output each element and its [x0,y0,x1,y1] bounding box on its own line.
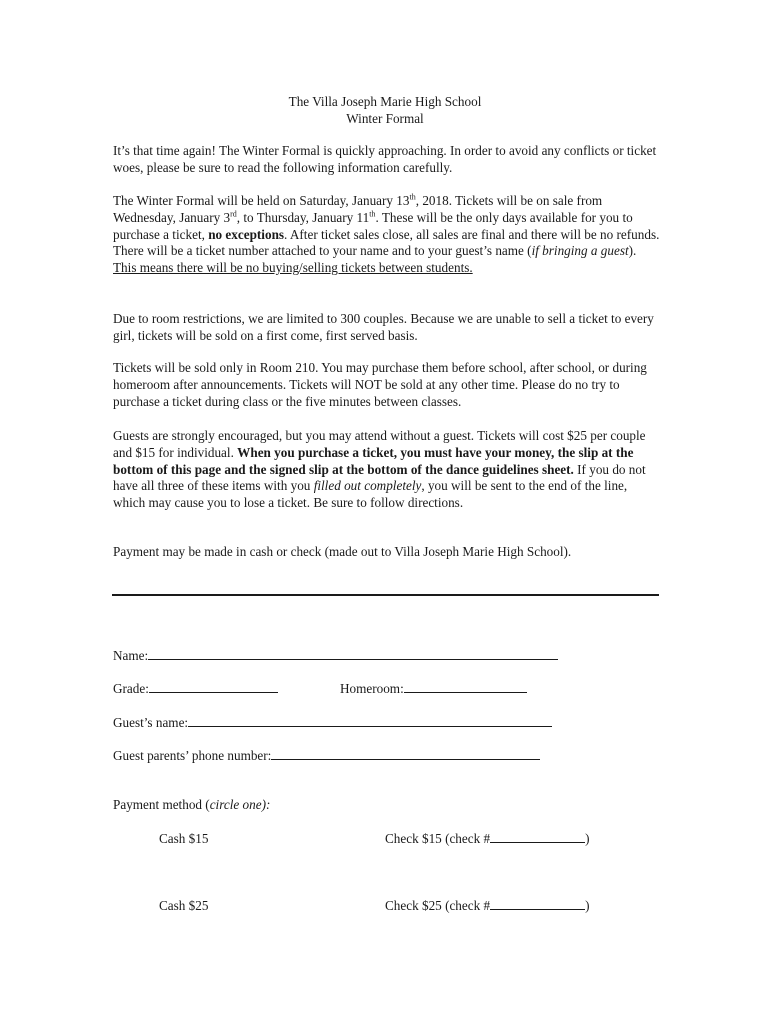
guest-name-blank[interactable] [188,715,552,727]
check-15-number-blank[interactable] [490,831,585,843]
grade-field[interactable]: Grade: [113,681,278,697]
school-title: The Villa Joseph Marie High School [288,94,482,109]
no-reselling-notice: This means there will be no buying/selling tickets between students. [113,260,473,276]
check-25-option[interactable]: Check $25 (check # ) [385,898,590,913]
homeroom-field[interactable]: Homeroom: [340,681,527,697]
grade-blank[interactable] [149,681,278,693]
check-15-option[interactable]: Check $15 (check # ) [385,831,590,846]
requirements-text: When you purchase a ticket, you must have your money, the slip at the bottom of this page and the signed slip at the bottom of the dance guidelines sheet. [113,444,634,477]
payment-method-label: Payment method (circle one): [113,797,271,812]
name-blank[interactable] [148,648,558,660]
payment-paragraph: Payment may be made in cash or check (made out to Villa Joseph Marie High School). [113,544,572,559]
guest-phone-field[interactable]: Guest parents’ phone number: [113,748,540,764]
date-paragraph: The Winter Formal will be held on Saturday, January 13th, 2018. Tickets will be on sale from Wednesday, January 3rd, to Thursday, January 11th. These will be the only days available for you to purchase a ticket, no exceptions. After ticket sales close, all sales are final and there will be no refunds. There will be a ticket number attached to your name and to your guest’s name (if bringing a guest). This means there will be no buying/selling tickets between students. [113,192,660,276]
cash-25-option[interactable]: Cash $25 [159,898,209,913]
homeroom-blank[interactable] [404,681,527,693]
guest-name-field[interactable]: Guest’s name: [113,715,552,731]
location-paragraph: Tickets will be sold only in Room 210. You may purchase them before school, after school, or during homeroom after announcements. Tickets will NOT be sold at any other time. Please do no try to purchase a ticket during class or the five minutes between classes. [113,360,647,409]
guest-phone-blank[interactable] [271,748,540,760]
capacity-paragraph: Due to room restrictions, we are limited to 300 couples. Because we are unable to sell a ticket to every girl, tickets will be sold on a first come, first served basis. [113,311,654,343]
check-25-number-blank[interactable] [490,898,585,910]
intro-paragraph: It’s that time again! The Winter Formal is quickly approaching. In order to avoid any conflicts or ticket woes, please be sure to read the following information carefully. [113,143,657,175]
cash-15-option[interactable]: Cash $15 [159,831,209,846]
event-title: Winter Formal [346,111,424,126]
no-exceptions-text: no exceptions [208,226,285,242]
name-field[interactable]: Name: [113,648,558,664]
guests-paragraph: Guests are strongly encouraged, but you may attend without a guest. Tickets will cost $25 per couple and $15 for individual. When you purchase a ticket, you must have your money, the slip at the bottom of this page and the signed slip at the bottom of the dance guidelines sheet. If you do not have all three of these items with you filled out completely, you will be sent to the end of the line, which may cause you to lose a ticket. Be sure to follow directions. [113,428,646,511]
section-divider [112,594,659,596]
